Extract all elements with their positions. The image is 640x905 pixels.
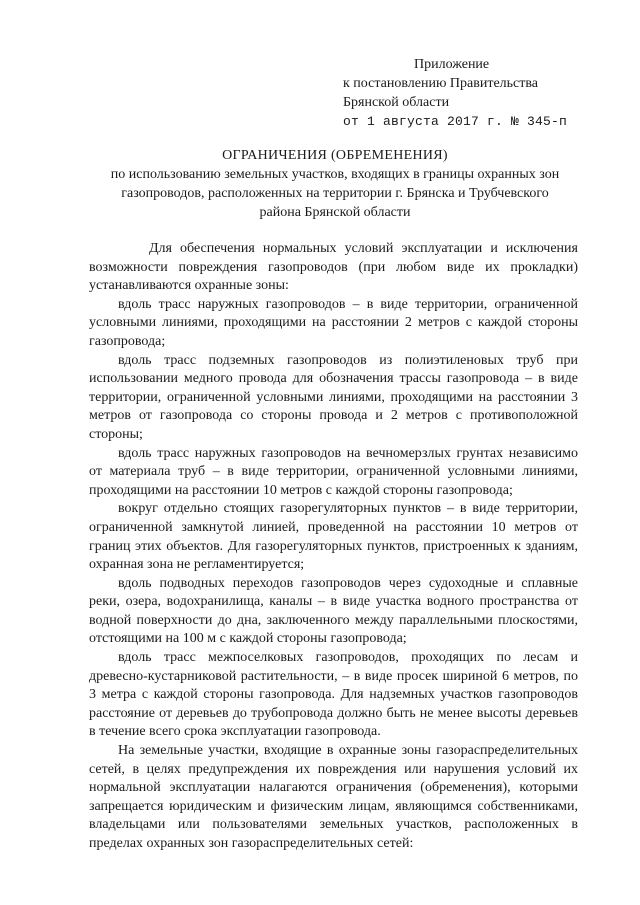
appendix-region: Брянской области — [343, 95, 450, 110]
paragraph-intro: Для обеспечения нормальных условий эксплуатации и исключения возможности повреждения газопроводов (при любом виде их прокладки) устанавливаются охранные зоны: — [89, 241, 578, 294]
paragraph-underwater-crossings: вдоль подводных переходов газопроводов через судоходные и сплавные реки, озера, водохранилища, каналы – в виде участка водного пространства от водной поверхности до дна, заключенного между параллельными плоскостями, отстоящими на 100 м с каждой стороны газопровода; — [89, 575, 578, 647]
appendix-resolution: к постановлению Правительства — [343, 76, 539, 91]
paragraph-underground-pipelines: вдоль трасс подземных газопроводов из полиэтиленовых труб при использовании медного провода для обозначения трассы газопровода – в виде территории, ограниченной условными линиями, проходящими на расстоянии 3 метров от газопровода со стороны провода и 2 метров с противоположной стороны; — [89, 352, 578, 442]
paragraph-outdoor-pipelines: вдоль трасс наружных газопроводов – в виде территории, ограниченной условными линиями, проходящими на расстоянии 2 метров с каждой стороны газопровода; — [89, 296, 578, 349]
title-heading: ОГРАНИЧЕНИЯ (ОБРЕМЕНЕНИЯ) — [222, 148, 448, 163]
title-line-2: газопроводов, расположенных на территории г. Брянска и Трубчевского — [121, 186, 549, 201]
document-title — [70, 146, 600, 222]
appendix-label: Приложение — [414, 57, 490, 72]
appendix-block — [343, 55, 603, 131]
title-line-3: района Брянской области — [259, 205, 411, 220]
paragraph-permafrost-pipelines: вдоль трасс наружных газопроводов на вечномерзлых грунтах независимо от материала труб – в виде территории, ограниченной условными линиями, проходящими на расстоянии 10 метров с каждой стороны газопровода; — [89, 445, 578, 498]
document-body — [89, 240, 578, 854]
title-line-1: по использованию земельных участков, входящих в границы охранных зон — [110, 167, 560, 182]
appendix-date-number: от 1 августа 2017 г. № 345-п — [343, 114, 568, 129]
paragraph-interurban-pipelines: вдоль трасс межпоселковых газопроводов, проходящих по лесам и древесно-кустарниковой растительности, – в виде просек шириной 6 метров, по 3 метра с каждой стороны газопровода. Для надземных участков газопроводов расстояние от деревьев до трубопровода должно быть не менее высоты деревьев в течение всего срока эксплуатации газопровода. — [89, 650, 578, 740]
paragraph-land-restrictions: На земельные участки, входящие в охранные зоны газораспределительных сетей, в целях предупреждения их повреждения или нарушения условий их нормальной эксплуатации налагаются ограничения (обременения), которыми запрещается юридическим и физическим лицам, являющимся собственниками, владельцами или пользователями земельных участков, расположенных в пределах охранных зон газораспределительных сетей: — [89, 743, 578, 851]
paragraph-regulator-points: вокруг отдельно стоящих газорегуляторных пунктов – в виде территории, ограниченной замкнутой линией, проведенной на расстоянии 10 метров от границ этих объектов. Для газорегуляторных пунктов, пристроенных к зданиям, охранная зона не регламентируется; — [89, 501, 578, 573]
